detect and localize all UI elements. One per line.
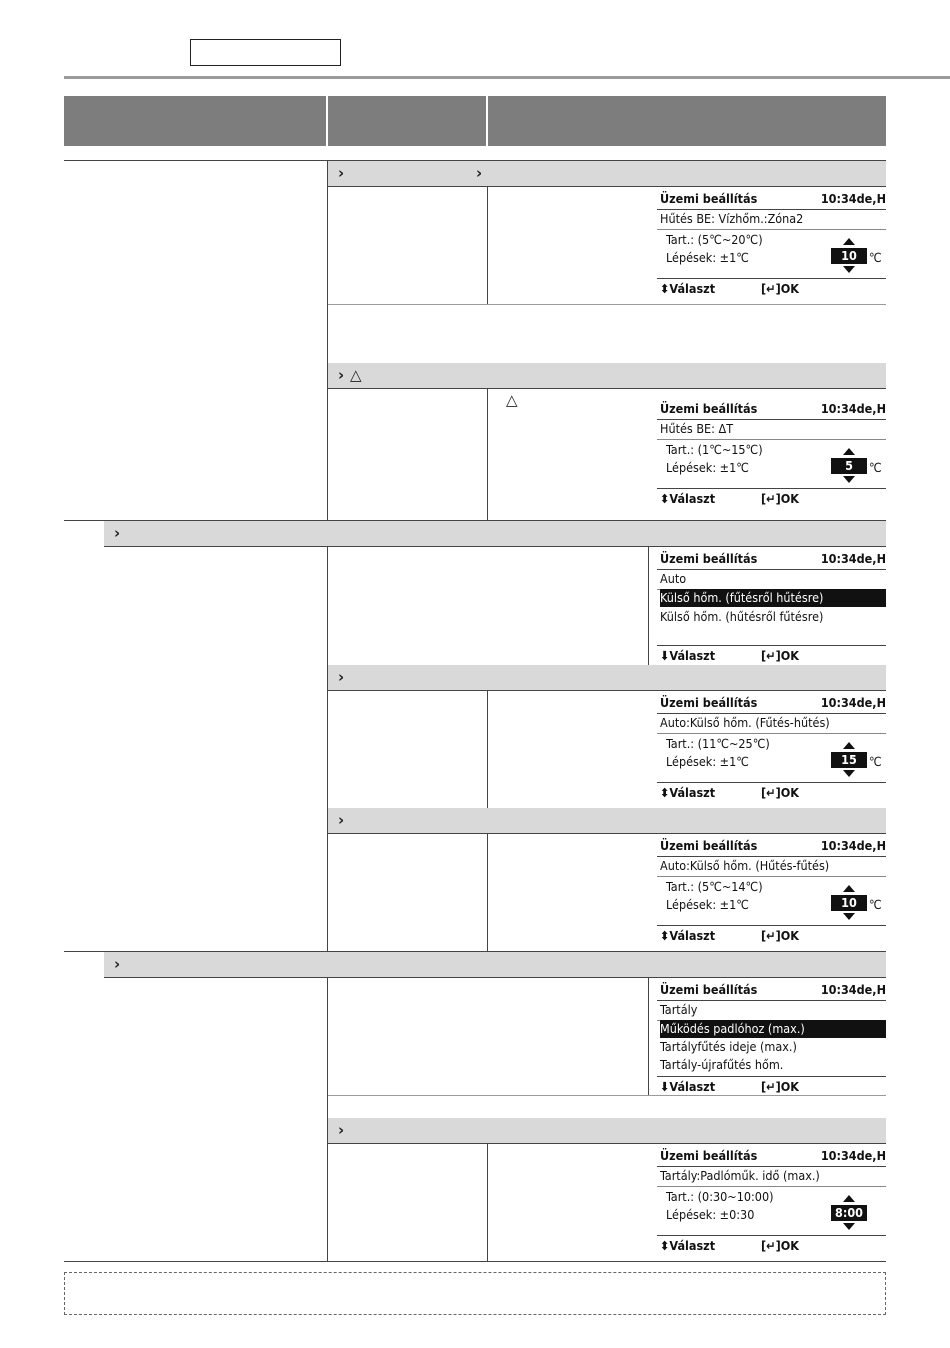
section-bar-auto — [104, 521, 886, 546]
lcd-ok-hint: [↵]OK — [761, 1238, 799, 1253]
delta-icon: △ — [506, 391, 518, 409]
col-line — [327, 978, 328, 1261]
lcd-steps: Lépések: ±1℃ — [666, 250, 749, 265]
section-bar-water-temp — [328, 161, 886, 186]
lcd-range: Tart.: (11℃~25℃) — [666, 736, 770, 751]
col-line — [327, 161, 328, 521]
lcd-subtitle-row — [657, 1166, 886, 1187]
arrow-down-icon — [843, 913, 855, 920]
lcd-footer — [657, 925, 886, 944]
col-line — [487, 834, 488, 951]
lcd-subtitle: Tartály:Padlóműk. idő (max.) — [660, 1168, 820, 1183]
col-line — [487, 187, 488, 304]
lcd-value: 10 — [831, 895, 867, 911]
lcd-screen-cooling-water-zone2 — [657, 189, 886, 297]
lcd-subtitle: Hűtés BE: ΔT — [660, 421, 734, 436]
lcd-subtitle: Hűtés BE: Vízhőm.:Zóna2 — [660, 211, 804, 226]
lcd-value: 5 — [831, 458, 867, 474]
lcd-option[interactable]: Tartály-újrafűtés hőm. — [660, 1057, 784, 1072]
lcd-unit: ℃ — [869, 897, 882, 912]
lcd-header — [657, 980, 886, 1001]
lcd-screen-auto-cool-to-heat — [657, 836, 886, 944]
col-line — [327, 547, 328, 951]
lcd-value: 8:00 — [831, 1205, 867, 1221]
col-line — [487, 691, 488, 808]
lcd-select-hint: ⬍Választ — [660, 928, 716, 943]
lcd-steps: Lépések: ±1℃ — [666, 754, 749, 769]
lcd-value: 10 — [831, 248, 867, 264]
header-rule — [64, 76, 950, 79]
lcd-ok-hint: [↵]OK — [761, 648, 799, 663]
table-header-col3 — [488, 96, 886, 146]
lcd-option[interactable]: Tartályfűtés ideje (max.) — [660, 1039, 797, 1054]
lcd-footer — [657, 782, 886, 801]
lcd-footer — [657, 1235, 886, 1254]
lcd-footer — [657, 1076, 886, 1095]
chevron-right-icon: › — [338, 366, 345, 384]
arrow-down-icon — [843, 1223, 855, 1230]
lcd-steps: Lépések: ±1℃ — [666, 460, 749, 475]
note-box — [64, 1272, 886, 1315]
lcd-select-hint: ⬍Választ — [660, 491, 716, 506]
lcd-subtitle-row — [657, 1000, 886, 1021]
lcd-screen-auto-menu — [657, 549, 886, 664]
lcd-select-hint: ⬇Választ — [660, 648, 716, 663]
lcd-range: Tart.: (0:30~10:00) — [666, 1189, 774, 1204]
lcd-range: Tart.: (5℃~14℃) — [666, 879, 763, 894]
chevron-right-icon: › — [114, 955, 121, 973]
col-line — [487, 389, 488, 520]
lcd-subtitle: Tartály — [660, 1002, 698, 1017]
arrow-down-icon — [843, 770, 855, 777]
arrow-down-icon — [843, 476, 855, 483]
lcd-time: 10:34de,H — [820, 982, 886, 997]
lcd-ok-hint: [↵]OK — [761, 281, 799, 296]
lcd-footer — [657, 278, 886, 297]
section-bar-cool-to-heat — [328, 808, 886, 833]
col-line — [648, 547, 649, 665]
table-bottom — [64, 1261, 886, 1262]
lcd-footer — [657, 645, 886, 664]
table-header-col2 — [328, 96, 486, 146]
chevron-right-icon: › — [338, 1121, 345, 1139]
lcd-subtitle: Auto:Külső hőm. (Hűtés-fűtés) — [660, 858, 830, 873]
lcd-header — [657, 836, 886, 857]
lcd-screen-auto-heat-to-cool — [657, 693, 886, 801]
lcd-select-hint: ⬍Választ — [660, 281, 716, 296]
table-header-col1 — [64, 96, 326, 146]
lcd-steps: Lépések: ±1℃ — [666, 897, 749, 912]
lcd-steps: Lépések: ±0:30 — [666, 1207, 755, 1222]
delta-icon: △ — [350, 366, 362, 384]
row-divider — [328, 304, 886, 305]
lcd-select-hint: ⬍Választ — [660, 1238, 716, 1253]
lcd-range: Tart.: (1℃~15℃) — [666, 442, 763, 457]
row-divider — [104, 546, 886, 547]
lcd-header — [657, 1146, 886, 1167]
row-divider — [104, 977, 886, 978]
lcd-select-hint: ⬍Választ — [660, 785, 716, 800]
row-divider — [328, 388, 886, 389]
lcd-title: Üzemi beállítás — [660, 695, 758, 710]
arrow-up-icon — [843, 742, 855, 749]
lcd-header — [657, 399, 886, 420]
lcd-subtitle: Auto:Külső hőm. (Fűtés-hűtés) — [660, 715, 830, 730]
lcd-header — [657, 189, 886, 210]
section-bar-tank — [104, 952, 886, 977]
arrow-up-icon — [843, 885, 855, 892]
lcd-time: 10:34de,H — [820, 1148, 886, 1163]
lcd-range: Tart.: (5℃~20℃) — [666, 232, 763, 247]
lcd-subtitle-row — [657, 419, 886, 440]
lcd-title: Üzemi beállítás — [660, 401, 758, 416]
lcd-ok-hint: [↵]OK — [761, 785, 799, 800]
lcd-title: Üzemi beállítás — [660, 982, 758, 997]
lcd-unit: ℃ — [869, 250, 882, 265]
row-divider — [328, 1143, 886, 1144]
chevron-right-icon: › — [338, 811, 345, 829]
chevron-right-icon: › — [338, 164, 345, 182]
header-label-box — [190, 39, 341, 66]
lcd-option-selected[interactable]: Külső hőm. (fűtésről hűtésre) — [660, 589, 886, 607]
lcd-subtitle: Auto — [660, 571, 687, 586]
lcd-unit: ℃ — [869, 460, 882, 475]
lcd-value: 15 — [831, 752, 867, 768]
lcd-select-hint: ⬇Választ — [660, 1079, 716, 1094]
lcd-screen-cooling-delta-t — [657, 399, 886, 507]
section-bar-heat-to-cool — [328, 665, 886, 690]
lcd-subtitle-row — [657, 856, 886, 877]
col-line — [487, 1144, 488, 1261]
lcd-title: Üzemi beállítás — [660, 1148, 758, 1163]
lcd-title: Üzemi beállítás — [660, 191, 758, 206]
lcd-screen-tank-floor-time — [657, 1146, 886, 1254]
lcd-ok-hint: [↵]OK — [761, 928, 799, 943]
arrow-down-icon — [843, 266, 855, 273]
row-divider — [328, 833, 886, 834]
lcd-time: 10:34de,H — [820, 551, 886, 566]
lcd-time: 10:34de,H — [820, 695, 886, 710]
lcd-title: Üzemi beállítás — [660, 551, 758, 566]
row-divider — [328, 1095, 886, 1096]
lcd-screen-tank-menu — [657, 980, 886, 1095]
lcd-option[interactable]: Külső hőm. (hűtésről fűtésre) — [660, 609, 824, 624]
row-divider — [328, 690, 886, 691]
section-bar-delta-t — [328, 363, 886, 388]
section-bar-floor-op — [328, 1118, 886, 1143]
lcd-subtitle-row — [657, 569, 886, 590]
lcd-header — [657, 693, 886, 714]
lcd-time: 10:34de,H — [820, 838, 886, 853]
lcd-subtitle-row — [657, 713, 886, 734]
lcd-unit: ℃ — [869, 754, 882, 769]
lcd-header — [657, 549, 886, 570]
lcd-footer — [657, 488, 886, 507]
lcd-ok-hint: [↵]OK — [761, 1079, 799, 1094]
chevron-right-icon: › — [338, 668, 345, 686]
lcd-ok-hint: [↵]OK — [761, 491, 799, 506]
row-divider — [328, 186, 886, 187]
lcd-subtitle-row — [657, 209, 886, 230]
lcd-option-selected[interactable]: Működés padlóhoz (max.) — [660, 1020, 886, 1038]
chevron-right-icon: › — [114, 524, 121, 542]
lcd-time: 10:34de,H — [820, 191, 886, 206]
lcd-title: Üzemi beállítás — [660, 838, 758, 853]
arrow-up-icon — [843, 448, 855, 455]
chevron-right-icon: › — [476, 164, 483, 182]
lcd-time: 10:34de,H — [820, 401, 886, 416]
arrow-up-icon — [843, 238, 855, 245]
arrow-up-icon — [843, 1195, 855, 1202]
col-line — [648, 978, 649, 1095]
